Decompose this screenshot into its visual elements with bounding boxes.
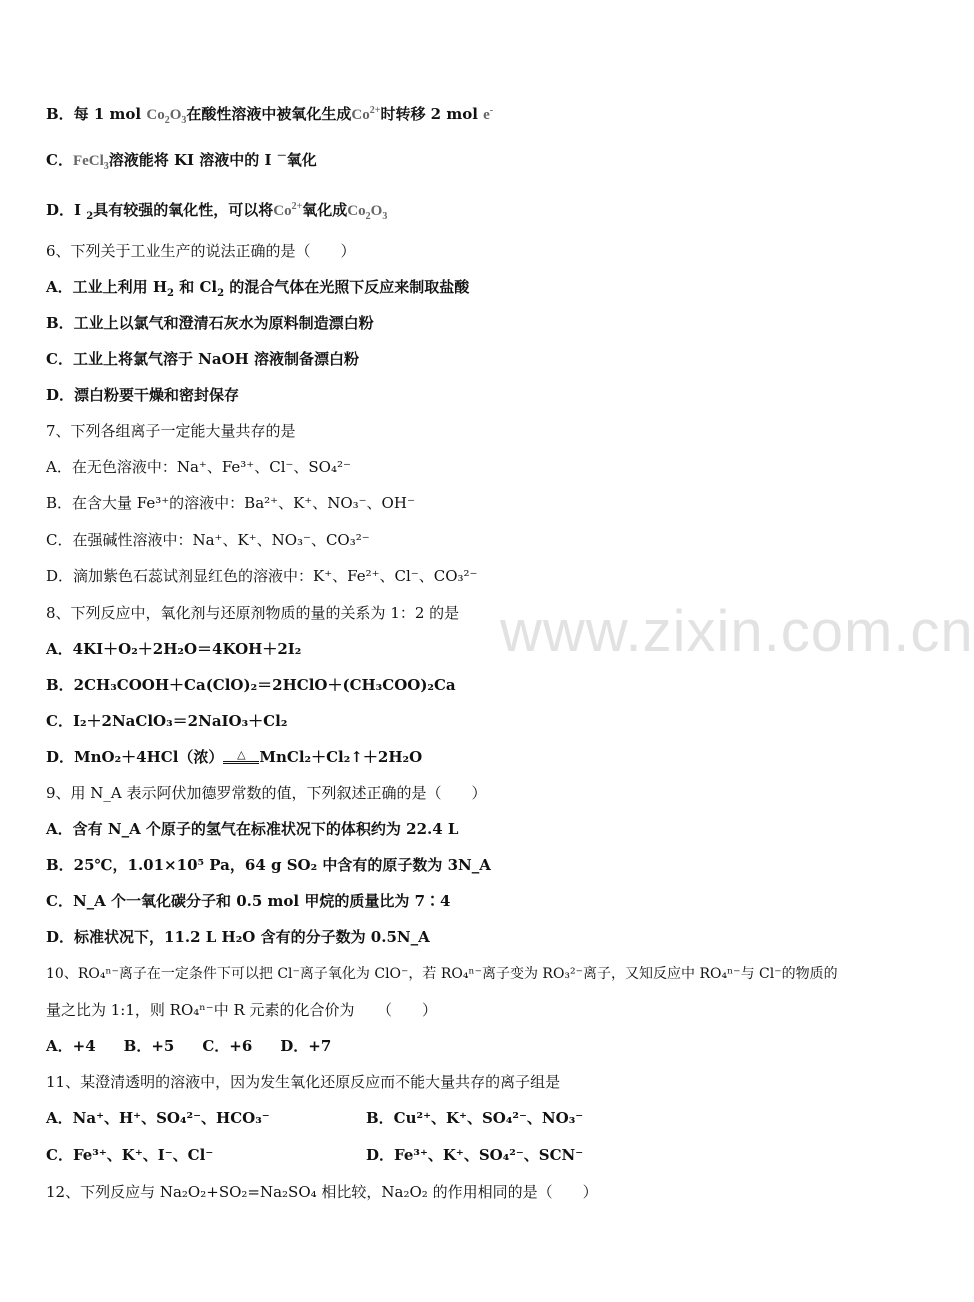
q10-stem-line2: 量之比为 1:1，则 RO₄ⁿ⁻中 R 元素的化合价为 （ ） [46,1001,438,1019]
q6-stem: 6、下列关于工业生产的说法正确的是（ ） [46,242,356,260]
q9-stem: 9、用 N_A 表示阿伏加德罗常数的值，下列叙述正确的是（ ） [46,784,487,802]
q11-row-2 [46,1145,890,1165]
q9-option-d: D．标准状况下，11.2 L H₂O 含有的分子数为 0.5N_A [46,928,430,946]
q12-stem: 12、下列反应与 Na₂O₂+SO₂=Na₂SO₄ 相比较，Na₂O₂ 的作用相同的是（ ） [46,1183,598,1201]
q6-option-b: B．工业上以氯气和澄清石灰水为原料制造漂白粉 [46,314,374,332]
q11-stem: 11、某澄清透明的溶液中，因为发生氧化还原反应而不能大量共存的离子组是 [46,1073,561,1091]
q11-option-b: B．Cu²⁺、K⁺、SO₄²⁻、NO₃⁻ [366,1109,584,1127]
q11-option-d: D．Fe³⁺、K⁺、SO₄²⁻、SCN⁻ [366,1146,584,1164]
q8-option-c: C．I₂＋2NaClO₃＝2NaIO₃＋Cl₂ [46,712,288,730]
q10-options: A．+4 B．+5 C．+6 D．+7 [46,1037,332,1055]
q8-option-d: D．MnO₂＋4HCl（浓） △ MnCl₂＋Cl₂↑＋2H₂O [46,748,423,766]
q6-option-c: C．工业上将氯气溶于 NaOH 溶液制备漂白粉 [46,350,360,368]
q7-stem: 7、下列各组离子一定能大量共存的是 [46,422,296,440]
q8-option-b: B．2CH₃COOH＋Ca(ClO)₂＝2HClO＋(CH₃COO)₂Ca [46,676,456,694]
q7-option-b: B．在含大量 Fe³⁺的溶液中：Ba²⁺、K⁺、NO₃⁻、OH⁻ [46,494,415,512]
watermark: www.zixin.com.cn [500,599,974,664]
q7-option-a: A．在无色溶液中：Na⁺、Fe³⁺、Cl⁻、SO₄²⁻ [46,458,351,476]
q9-option-a: A．含有 N_A 个原子的氢气在标准状况下的体积约为 22.4 L [46,820,459,838]
q7-option-d: D．滴加紫色石蕊试剂显红色的溶液中：K⁺、Fe²⁺、Cl⁻、CO₃²⁻ [46,567,478,585]
q11-option-a: A．Na⁺、H⁺、SO₄²⁻、HCO₃⁻ [46,1109,270,1127]
q9-option-c: C．N_A 个一氧化碳分子和 0.5 mol 甲烷的质量比为 7∶4 [46,892,451,910]
q8-stem: 8、下列反应中，氧化剂与还原剂物质的量的关系为 1：2 的是 [46,604,460,622]
q5-option-c: C．FeCl$_3$溶液能将 KI 溶液中的 I －氧化 [46,151,317,172]
q10-stem-line1: 10、RO₄ⁿ⁻离子在一定条件下可以把 Cl⁻离子氧化为 ClO⁻，若 RO₄ⁿ⁻离子变为 RO₃²⁻离子，又知反应中 RO₄ⁿ⁻与 Cl⁻的物质的 [46,966,838,982]
q7-option-c: C．在强碱性溶液中：Na⁺、K⁺、NO₃⁻、CO₃²⁻ [46,531,370,549]
q5-option-b: B．每 1 mol $Co_2O_3$在酸性溶液中被氧化生成$Co^{2+}$时转移 2 mol e- [46,105,494,126]
q6-option-d: D．漂白粉要干燥和密封保存 [46,386,240,404]
q5-option-d: D．I $_2$具有较强的氧化性，可以将$Co^{2+}$氧化成$Co_2O_3$ [46,201,388,222]
heating-condition: △ [223,749,259,764]
q6-option-a: A．工业上利用 $H_2$ 和 $Cl_2$ 的混合气体在光照下反应来制取盐酸 [46,278,470,299]
q11-option-c: C．Fe³⁺、K⁺、I⁻、Cl⁻ [46,1146,214,1164]
q11-row-1 [46,1108,890,1128]
q8-option-a: A．4KI＋O₂＋2H₂O＝4KOH＋2I₂ [46,640,302,658]
q9-option-b: B．25℃，1.01×10⁵ Pa，64 g SO₂ 中含有的原子数为 3N_A [46,856,491,874]
